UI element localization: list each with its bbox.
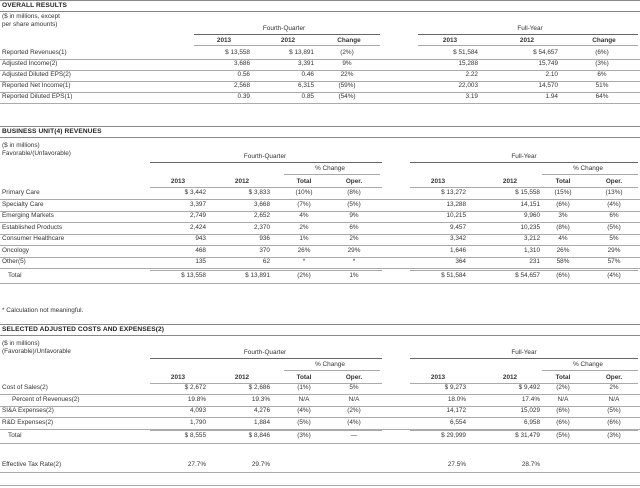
- table-cell: $ 51,584: [453, 49, 478, 56]
- table-cell: (6%): [556, 419, 570, 426]
- column-header: 2012: [280, 37, 296, 44]
- total-cell: (3%): [607, 432, 621, 439]
- tax-rate-cell: 28.7%: [521, 461, 540, 468]
- column-header: 2013: [170, 374, 186, 381]
- table-cell: 1%: [299, 235, 309, 242]
- table-cell: (5%): [347, 201, 361, 208]
- total-label: Total: [8, 432, 22, 439]
- overall-fy-header: Full-Year: [517, 25, 543, 32]
- row-label: R&D Expenses(2): [2, 419, 54, 426]
- row-label: SI&A Expenses(2): [2, 407, 54, 414]
- pct-rule: [284, 370, 380, 371]
- table-cell: 57%: [607, 258, 621, 265]
- table-cell: (1%): [297, 384, 311, 391]
- column-header: 2013: [170, 178, 186, 185]
- row-label: Reported Revenues(1): [2, 49, 67, 56]
- total-rule: [410, 430, 638, 431]
- table-cell: 9,960: [524, 212, 540, 219]
- table-cell: 2.10: [545, 71, 558, 78]
- column-header: Oper.: [605, 178, 623, 185]
- table-cell: 14,570: [538, 82, 558, 89]
- business-q-header: Fourth-Quarter: [243, 153, 287, 160]
- overall-subtitle-1: ($ in millions, except: [2, 13, 60, 20]
- page-bottom-rule: [0, 485, 640, 486]
- column-header: Change: [592, 37, 616, 44]
- row-label: Emerging Markets: [2, 212, 54, 219]
- costs-title: SELECTED ADJUSTED COSTS AND EXPENSES(2): [2, 326, 165, 333]
- row-label: Adjusted Diluted EPS(2): [2, 71, 71, 78]
- row-divider: [0, 283, 640, 284]
- table-cell: (2%): [347, 407, 361, 414]
- table-cell: 10,235: [520, 224, 540, 231]
- column-header: Oper.: [345, 374, 363, 381]
- table-cell: 18.0%: [447, 396, 466, 403]
- table-cell: 13,288: [446, 201, 466, 208]
- table-cell: $ 54,657: [533, 49, 558, 56]
- table-cell: 0.56: [237, 71, 250, 78]
- total-rule: [410, 270, 638, 271]
- table-cell: 364: [455, 258, 466, 265]
- table-cell: $ 3,833: [248, 189, 270, 196]
- row-label: Established Products: [2, 224, 63, 231]
- pct-rule: [542, 174, 638, 175]
- table-cell: 2,568: [234, 82, 250, 89]
- table-cell: (6%): [607, 419, 621, 426]
- total-cell: $ 13,891: [245, 272, 270, 279]
- table-cell: $ 13,891: [289, 49, 314, 56]
- row-divider: [0, 472, 640, 473]
- column-header: Change: [337, 37, 361, 44]
- total-cell: $ 51,584: [441, 272, 466, 279]
- table-cell: 3%: [558, 212, 568, 219]
- table-cell: 6,554: [450, 419, 466, 426]
- total-cell: $ 8,555: [184, 432, 206, 439]
- tax-rate-label: Effective Tax Rate(2): [2, 461, 62, 468]
- costs-fy-header: Full-Year: [511, 349, 537, 356]
- section-rule: [0, 0, 640, 1]
- row-divider: [0, 199, 640, 200]
- table-cell: $ 2,686: [248, 384, 270, 391]
- business-fy-pct-header: % Change: [573, 165, 603, 172]
- table-cell: $ 2,672: [184, 384, 206, 391]
- table-cell: (13%): [605, 189, 623, 196]
- total-cell: (3%): [297, 432, 311, 439]
- header-rule: [194, 34, 380, 35]
- row-label: Other(5): [2, 258, 26, 265]
- table-cell: (7%): [297, 201, 311, 208]
- header-rule: [410, 162, 638, 163]
- costs-fy-pct-header: % Change: [573, 361, 603, 368]
- table-cell: 0.85: [301, 93, 314, 100]
- column-header: 2012: [234, 178, 250, 185]
- table-cell: 6%: [349, 224, 359, 231]
- row-label: Adjusted Income(2): [2, 60, 58, 67]
- table-cell: $ 13,558: [225, 49, 250, 56]
- row-label: Primary Care: [2, 189, 40, 196]
- pct-rule: [284, 174, 380, 175]
- table-cell: 51%: [595, 82, 609, 89]
- table-cell: 0.46: [301, 71, 314, 78]
- row-divider: [0, 103, 640, 104]
- table-cell: 2,424: [190, 224, 206, 231]
- business-subtitle-1: ($ in millions): [2, 142, 40, 149]
- table-cell: 2,370: [254, 224, 270, 231]
- table-cell: 19.3%: [251, 396, 270, 403]
- table-cell: (15%): [554, 189, 572, 196]
- column-header: 2012: [519, 37, 535, 44]
- column-header: 2012: [502, 374, 518, 381]
- table-cell: 15,749: [538, 60, 558, 67]
- table-cell: 64%: [595, 93, 609, 100]
- section-rule: [0, 324, 640, 325]
- table-cell: 2,652: [254, 212, 270, 219]
- table-cell: (5%): [297, 419, 311, 426]
- row-divider: [0, 245, 640, 246]
- column-header: Total: [296, 178, 312, 185]
- table-cell: (4%): [297, 407, 311, 414]
- table-cell: 2,749: [190, 212, 206, 219]
- table-cell: 1.94: [545, 93, 558, 100]
- table-cell: (54%): [338, 93, 356, 100]
- table-cell: 6,958: [524, 419, 540, 426]
- header-rule: [418, 34, 638, 35]
- column-header: 2012: [502, 178, 518, 185]
- table-cell: 3,668: [254, 201, 270, 208]
- table-cell: 17.4%: [521, 396, 540, 403]
- table-cell: 3,397: [190, 201, 206, 208]
- row-divider: [0, 443, 640, 444]
- table-cell: 4,276: [254, 407, 270, 414]
- table-cell: (3%): [595, 60, 609, 67]
- table-cell: 4,093: [190, 407, 206, 414]
- costs-subtitle-2: (Favorable)/Unfavorable: [2, 348, 71, 355]
- table-cell: 2%: [609, 384, 619, 391]
- total-cell: (6%): [556, 272, 570, 279]
- tax-rate-cell: 27.5%: [447, 461, 466, 468]
- row-divider: [0, 222, 640, 223]
- total-cell: 1%: [349, 272, 359, 279]
- table-cell: (59%): [338, 82, 356, 89]
- table-cell: 15,029: [520, 407, 540, 414]
- table-cell: 943: [195, 235, 206, 242]
- col-rule: [418, 45, 638, 46]
- column-header: 2012: [234, 374, 250, 381]
- row-label: Oncology: [2, 247, 29, 254]
- header-rule: [410, 358, 638, 359]
- row-divider: [0, 394, 640, 395]
- column-header: 2013: [430, 374, 446, 381]
- row-label: Reported Net Income(1): [2, 82, 71, 89]
- column-header: Total: [555, 178, 571, 185]
- table-cell: 3,686: [234, 60, 250, 67]
- total-cell: $ 29,999: [441, 432, 466, 439]
- table-cell: $ 13,272: [441, 189, 466, 196]
- overall-subtitle-2: per share amounts): [2, 21, 58, 28]
- column-header: 2013: [216, 37, 232, 44]
- row-divider: [0, 92, 640, 93]
- column-header: Oper.: [345, 178, 363, 185]
- header-rule: [150, 358, 382, 359]
- table-cell: 936: [259, 235, 270, 242]
- table-cell: 2%: [299, 224, 309, 231]
- row-divider: [0, 417, 640, 418]
- total-cell: $ 54,657: [515, 272, 540, 279]
- table-cell: 5%: [349, 384, 359, 391]
- row-label: Percent of Revenues(2): [12, 396, 80, 403]
- business-subtitle-2: Favorable/(Unfavorable): [2, 150, 71, 157]
- column-header: 2013: [442, 37, 458, 44]
- table-cell: 22,003: [458, 82, 478, 89]
- table-cell: 4%: [558, 235, 568, 242]
- pct-rule: [542, 370, 638, 371]
- table-cell: (2%): [556, 384, 570, 391]
- table-cell: 4%: [299, 212, 309, 219]
- row-divider: [0, 234, 640, 235]
- column-header: 2013: [430, 178, 446, 185]
- column-header: Oper.: [605, 374, 623, 381]
- table-cell: 9,457: [450, 224, 466, 231]
- tax-rate-cell: 27.7%: [187, 461, 206, 468]
- table-cell: $ 9,273: [444, 384, 466, 391]
- table-cell: *: [302, 258, 306, 265]
- table-cell: (8%): [556, 224, 570, 231]
- table-cell: (6%): [556, 407, 570, 414]
- table-cell: N/A: [298, 396, 310, 403]
- table-cell: 3,342: [450, 235, 466, 242]
- table-cell: 9%: [349, 212, 359, 219]
- costs-q-header: Fourth-Quarter: [243, 349, 287, 356]
- table-cell: 1,884: [254, 419, 270, 426]
- total-rule: [150, 430, 382, 431]
- table-cell: 2%: [349, 235, 359, 242]
- row-divider: [0, 211, 640, 212]
- column-header: Total: [555, 374, 571, 381]
- table-cell: (2%): [340, 49, 354, 56]
- table-cell: 5%: [609, 235, 619, 242]
- table-cell: 1,646: [450, 247, 466, 254]
- table-cell: (5%): [607, 224, 621, 231]
- total-cell: $ 8,846: [248, 432, 270, 439]
- table-cell: (5%): [607, 407, 621, 414]
- row-divider: [0, 268, 640, 269]
- table-cell: 9%: [342, 60, 352, 67]
- table-cell: 14,172: [446, 407, 466, 414]
- table-cell: 0.39: [237, 93, 250, 100]
- table-cell: 3,212: [524, 235, 540, 242]
- table-cell: 135: [195, 258, 206, 265]
- table-cell: 1,790: [190, 419, 206, 426]
- row-divider: [0, 70, 640, 71]
- table-cell: 6%: [597, 71, 607, 78]
- column-header: Total: [296, 374, 312, 381]
- total-rule: [150, 270, 382, 271]
- table-cell: 26%: [556, 247, 570, 254]
- total-label: Total: [8, 272, 22, 279]
- row-divider: [0, 257, 640, 258]
- table-cell: (8%): [347, 189, 361, 196]
- table-cell: 10,215: [446, 212, 466, 219]
- col-rule: [150, 187, 382, 188]
- table-cell: 19.8%: [187, 396, 206, 403]
- table-cell: 231: [529, 258, 540, 265]
- table-cell: 22%: [340, 71, 354, 78]
- total-cell: $ 31,479: [515, 432, 540, 439]
- table-cell: 58%: [556, 258, 570, 265]
- table-cell: N/A: [348, 396, 360, 403]
- row-label: Consumer Healthcare: [2, 235, 65, 242]
- table-cell: 3,391: [298, 60, 314, 67]
- business-q-pct-header: % Change: [315, 165, 345, 172]
- table-cell: 6,315: [298, 82, 314, 89]
- total-cell: $ 13,558: [181, 272, 206, 279]
- total-cell: (2%): [297, 272, 311, 279]
- table-cell: 14,151: [520, 201, 540, 208]
- col-rule: [194, 45, 380, 46]
- tax-rate-cell: 29.7%: [251, 461, 270, 468]
- overall-results-title: OVERALL RESULTS: [2, 2, 67, 9]
- table-cell: 26%: [297, 247, 311, 254]
- table-cell: (6%): [556, 201, 570, 208]
- row-divider: [0, 406, 640, 407]
- business-unit-title: BUSINESS UNIT(4) REVENUES: [2, 128, 102, 135]
- table-cell: 2.22: [465, 71, 478, 78]
- row-label: Specialty Care: [2, 201, 44, 208]
- table-cell: N/A: [557, 396, 569, 403]
- table-cell: (10%): [295, 189, 313, 196]
- costs-subtitle-1: ($ in millions): [2, 340, 40, 347]
- section-rule: [0, 11, 640, 12]
- section-rule: [0, 126, 640, 127]
- header-rule: [150, 162, 382, 163]
- row-label: Reported Diluted EPS(1): [2, 93, 73, 100]
- table-cell: 15,288: [458, 60, 478, 67]
- table-cell: 3.19: [465, 93, 478, 100]
- table-cell: (4%): [607, 201, 621, 208]
- business-footnote: * Calculation not meaningful.: [2, 307, 84, 314]
- col-rule: [410, 187, 638, 188]
- section-rule: [0, 137, 640, 138]
- table-cell: N/A: [608, 396, 620, 403]
- table-cell: $ 9,492: [518, 384, 540, 391]
- table-cell: 1,310: [524, 247, 540, 254]
- table-cell: 29%: [347, 247, 361, 254]
- row-label: Cost of Sales(2): [2, 384, 48, 391]
- table-cell: (6%): [595, 49, 609, 56]
- total-cell: (4%): [607, 272, 621, 279]
- total-cell: (5%): [556, 432, 570, 439]
- table-cell: 370: [259, 247, 270, 254]
- section-rule: [0, 335, 640, 336]
- table-cell: 29%: [607, 247, 621, 254]
- costs-q-pct-header: % Change: [315, 361, 345, 368]
- table-cell: 6%: [609, 212, 619, 219]
- table-cell: *: [352, 258, 356, 265]
- table-cell: $ 3,442: [184, 189, 206, 196]
- total-cell: —: [350, 432, 358, 439]
- table-cell: 62: [262, 258, 270, 265]
- overall-q-header: Fourth-Quarter: [262, 25, 306, 32]
- table-cell: (4%): [347, 419, 361, 426]
- business-fy-header: Full-Year: [511, 153, 537, 160]
- table-cell: 468: [195, 247, 206, 254]
- table-cell: $ 15,558: [515, 189, 540, 196]
